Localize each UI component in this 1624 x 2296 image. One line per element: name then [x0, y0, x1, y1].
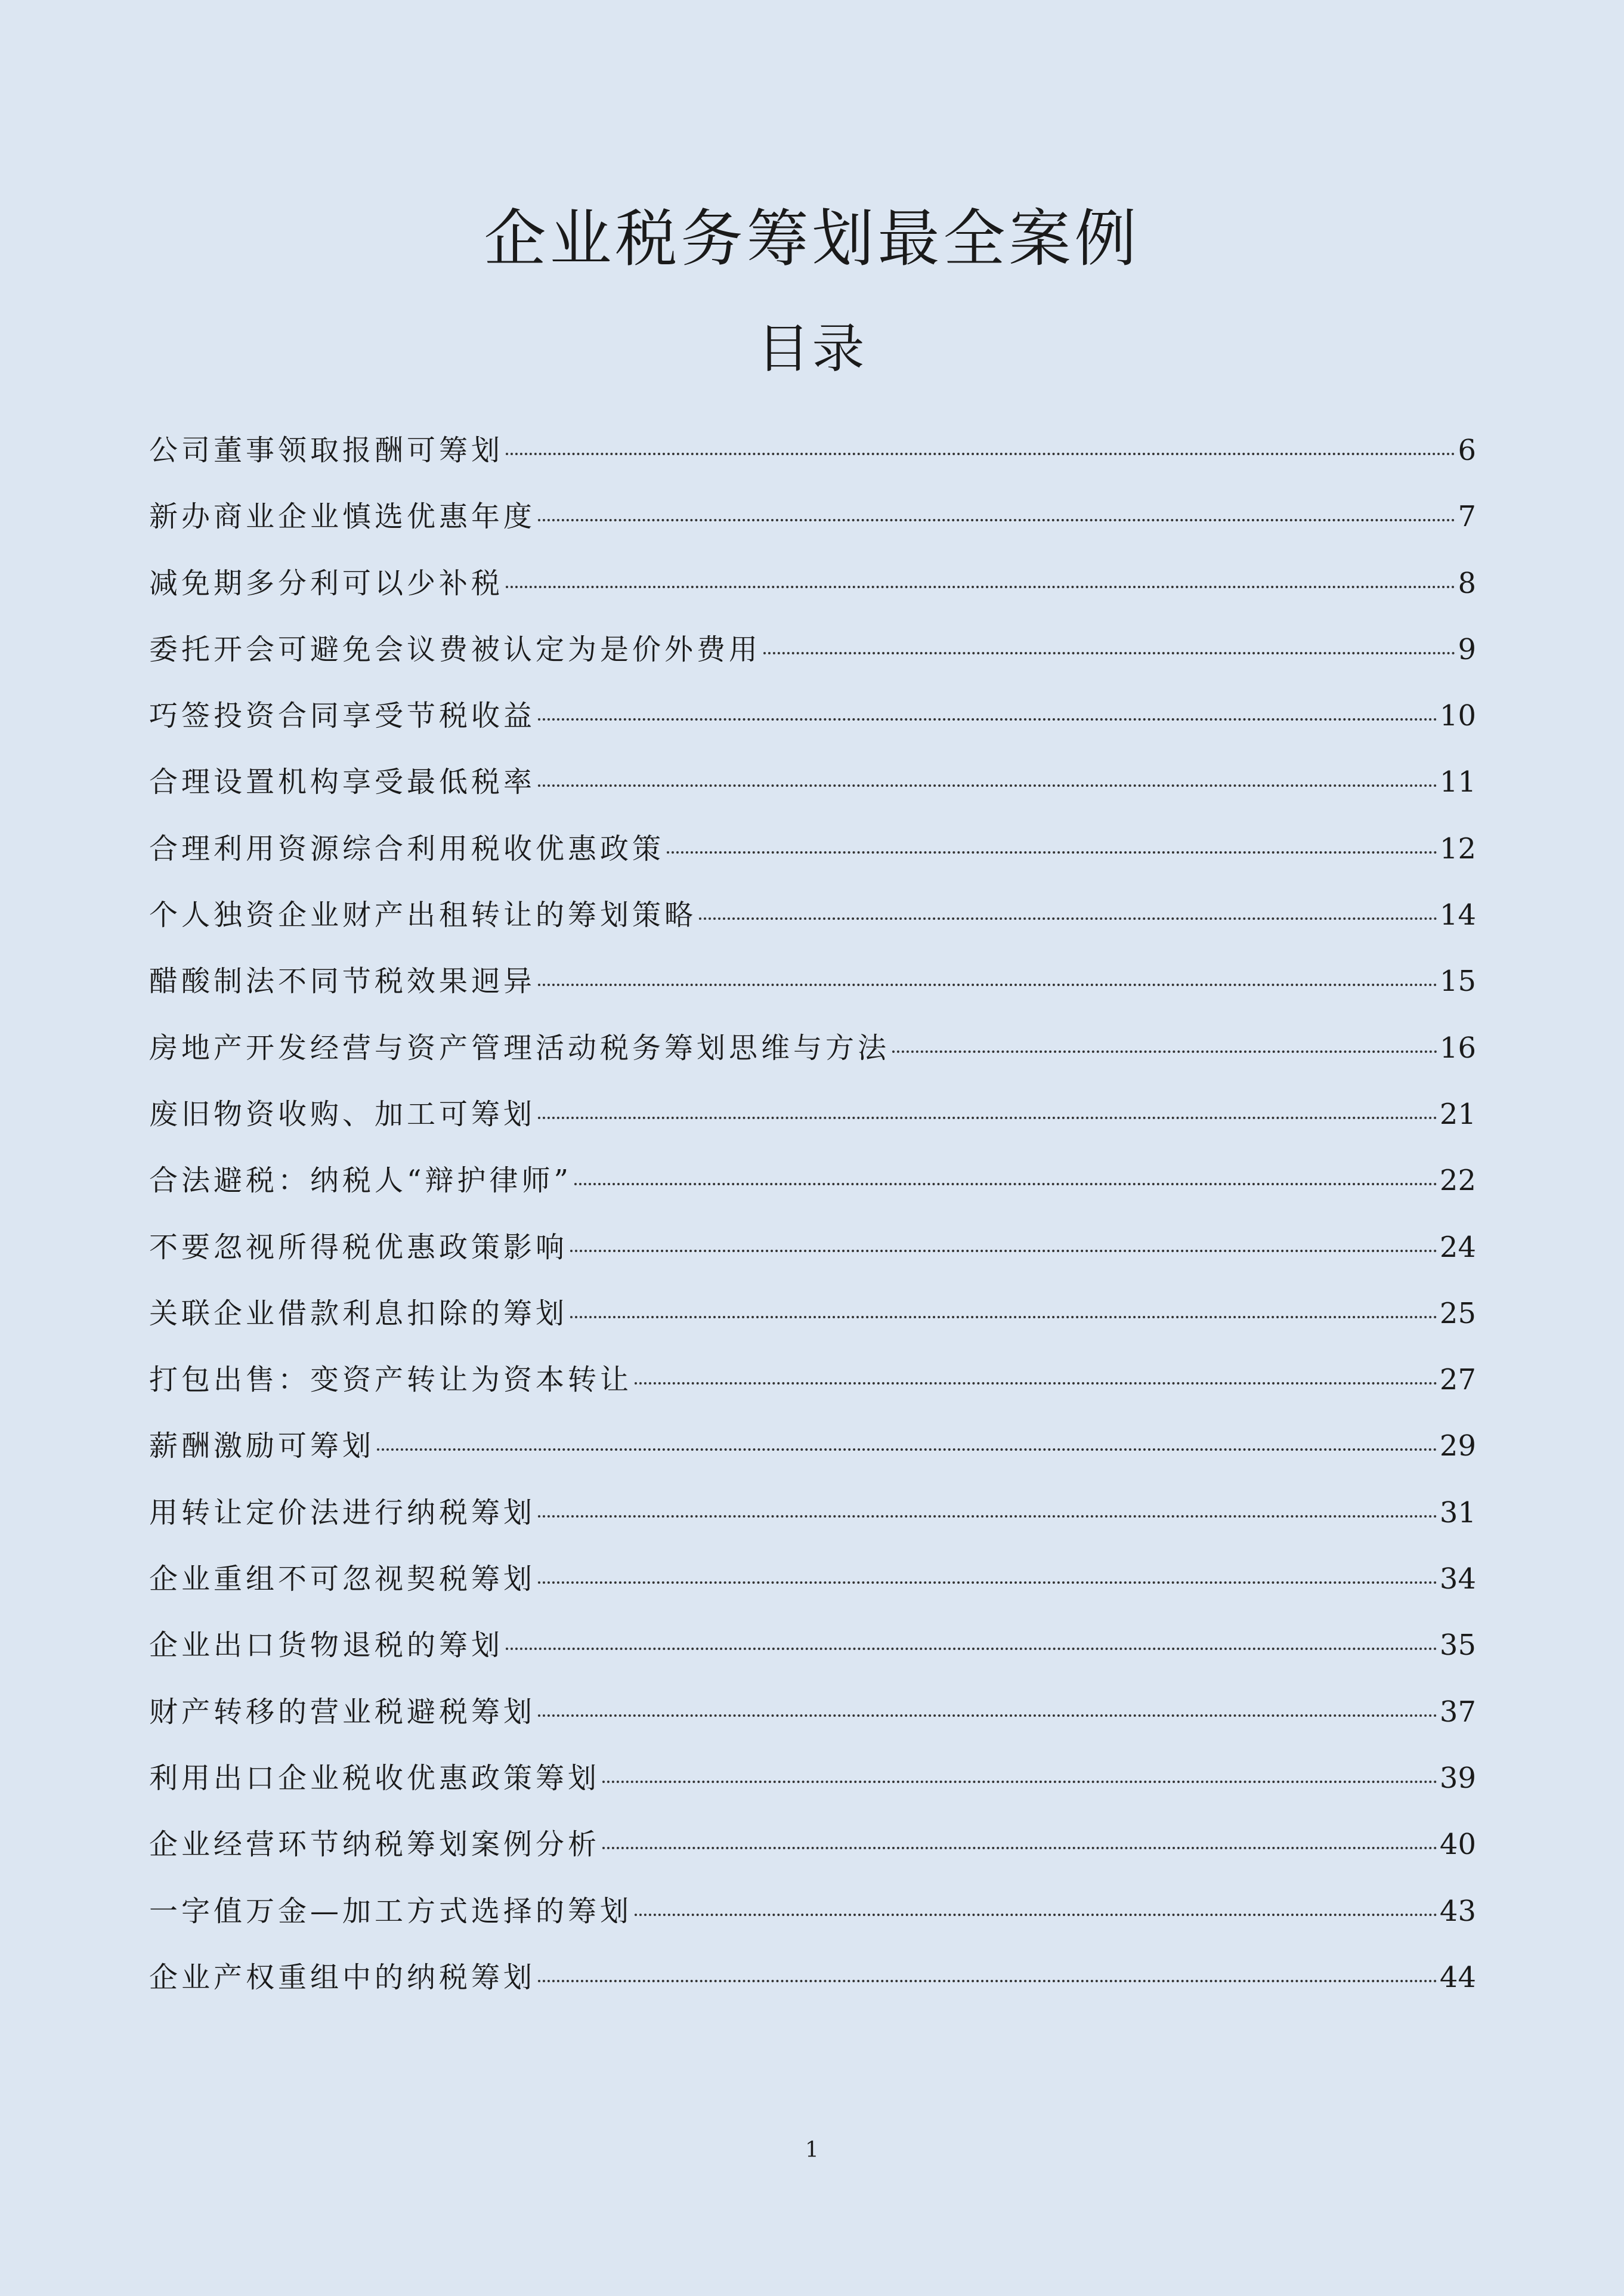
toc-entry-title: 废旧物资收购、加工可筹划 [149, 1097, 536, 1131]
toc-entry-page: 9 [1458, 632, 1476, 666]
toc-dot-leader [570, 1250, 1437, 1252]
toc-entry-title: 合理利用资源综合利用税收优惠政策 [149, 832, 665, 866]
toc-entry-page: 6 [1458, 434, 1476, 467]
toc-dot-leader [506, 453, 1455, 455]
toc-entry-page: 37 [1439, 1695, 1476, 1729]
toc-entry[interactable] [149, 617, 1476, 683]
toc-entry-title: 企业经营环节纳税筹划案例分析 [149, 1828, 601, 1862]
toc-entry[interactable] [149, 551, 1476, 617]
toc-dot-leader [538, 784, 1437, 787]
toc-entry-title: 利用出口企业税收优惠政策筹划 [149, 1761, 601, 1795]
toc-entry[interactable] [149, 1878, 1476, 1945]
toc-entry-page: 24 [1439, 1230, 1476, 1264]
toc-entry-page: 14 [1439, 898, 1476, 932]
toc-dot-leader [377, 1448, 1437, 1451]
toc-entry-title: 新办商业企业慎选优惠年度 [149, 500, 536, 534]
toc-entry[interactable] [149, 1347, 1476, 1413]
page-number: 1 [805, 2138, 819, 2162]
toc-entry-title: 个人独资企业财产出租转让的筹划策略 [149, 898, 697, 932]
toc-entry-title: 一字值万金—加工方式选择的筹划 [149, 1894, 633, 1928]
toc-entry[interactable] [149, 1945, 1476, 2011]
toc-entry[interactable] [149, 683, 1476, 749]
toc-entry[interactable] [149, 1215, 1476, 1281]
toc-dot-leader [635, 1382, 1437, 1385]
toc-dot-leader [892, 1050, 1437, 1053]
toc-dot-leader [538, 1980, 1437, 1982]
toc-dot-leader [538, 519, 1455, 521]
toc-entry[interactable] [149, 749, 1476, 815]
toc-entry-title: 巧签投资合同享受节税收益 [149, 699, 536, 733]
toc-entry-title: 房地产开发经营与资产管理活动税务筹划思维与方法 [149, 1031, 890, 1065]
toc-entry[interactable] [149, 418, 1476, 484]
toc-dot-leader [538, 1117, 1437, 1119]
toc-entry-page: 44 [1439, 1960, 1476, 1994]
toc-entry-page: 39 [1439, 1761, 1476, 1795]
toc-dot-leader [538, 718, 1437, 721]
toc-entry[interactable] [149, 1612, 1476, 1679]
toc-entry-title: 关联企业借款利息扣除的筹划 [149, 1296, 568, 1330]
toc-entry[interactable] [149, 1745, 1476, 1812]
toc-entry[interactable] [149, 1148, 1476, 1214]
toc-heading: 目录 [757, 318, 867, 379]
document-title: 企业税务筹划最全案例 [484, 202, 1140, 275]
toc-dot-leader [699, 917, 1437, 920]
toc-dot-leader [538, 1581, 1437, 1584]
toc-entry[interactable] [149, 816, 1476, 882]
toc-entry[interactable] [149, 1081, 1476, 1148]
toc-entry-title: 企业产权重组中的纳税筹划 [149, 1960, 536, 1994]
toc-entry-page: 40 [1439, 1828, 1476, 1862]
toc-entry[interactable] [149, 1679, 1476, 1745]
toc-entry-page: 22 [1439, 1164, 1476, 1198]
toc-entry-title: 不要忽视所得税优惠政策影响 [149, 1230, 568, 1264]
toc-entry[interactable] [149, 882, 1476, 948]
toc-entry-page: 34 [1439, 1562, 1476, 1596]
toc-entry-page: 35 [1439, 1628, 1476, 1662]
toc-dot-leader [635, 1914, 1437, 1916]
toc-entry-title: 减免期多分利可以少补税 [149, 566, 504, 600]
toc-dot-leader [667, 851, 1437, 854]
toc-entry-title: 打包出售：变资产转让为资本转让 [149, 1363, 633, 1397]
toc-entry-page: 12 [1439, 832, 1476, 866]
toc-entry-title: 醋酸制法不同节税效果迥异 [149, 965, 536, 999]
toc-entry-page: 16 [1439, 1031, 1476, 1065]
toc-entry[interactable] [149, 948, 1476, 1015]
toc-dot-leader [574, 1183, 1437, 1185]
toc-entry-title: 合理设置机构享受最低税率 [149, 765, 536, 799]
toc-entry-title: 财产转移的营业税避税筹划 [149, 1695, 536, 1729]
toc-entry[interactable] [149, 1546, 1476, 1612]
toc-entry[interactable] [149, 1812, 1476, 1878]
toc-dot-leader [538, 1714, 1437, 1717]
toc-entry-page: 43 [1439, 1894, 1476, 1928]
toc-dot-leader [602, 1847, 1437, 1849]
toc-entry-page: 8 [1458, 566, 1476, 600]
toc-entry-page: 15 [1439, 965, 1476, 999]
toc-entry[interactable] [149, 1281, 1476, 1347]
toc-entry-title: 公司董事领取报酬可筹划 [149, 434, 504, 467]
toc-entry-page: 25 [1439, 1296, 1476, 1330]
toc-entry-title: 企业出口货物退税的筹划 [149, 1628, 504, 1662]
toc-dot-leader [602, 1781, 1437, 1783]
toc-entry-title: 薪酬激励可筹划 [149, 1429, 375, 1463]
toc-entry-page: 31 [1439, 1495, 1476, 1529]
toc-entry-page: 29 [1439, 1429, 1476, 1463]
toc-entry[interactable] [149, 1413, 1476, 1479]
toc-entry-page: 11 [1439, 765, 1476, 799]
toc-entry-page: 21 [1439, 1097, 1476, 1131]
toc-dot-leader [570, 1316, 1437, 1318]
toc-entry-page: 7 [1458, 500, 1476, 534]
toc-entry[interactable] [149, 1015, 1476, 1081]
toc-entry-title: 用转让定价法进行纳税筹划 [149, 1495, 536, 1529]
toc-entry-title: 合法避税：纳税人“辩护律师” [149, 1164, 573, 1198]
toc-dot-leader [538, 1515, 1437, 1518]
toc-entry-page: 10 [1439, 699, 1476, 733]
toc-entry-title: 企业重组不可忽视契税筹划 [149, 1562, 536, 1596]
table-of-contents [149, 418, 1476, 2011]
toc-dot-leader [506, 1648, 1437, 1650]
toc-entry[interactable] [149, 1480, 1476, 1546]
toc-entry-page: 27 [1439, 1363, 1476, 1397]
toc-dot-leader [506, 586, 1455, 588]
toc-dot-leader [538, 984, 1437, 986]
toc-entry-title: 委托开会可避免会议费被认定为是价外费用 [149, 632, 762, 666]
toc-entry[interactable] [149, 484, 1476, 550]
toc-dot-leader [763, 652, 1455, 654]
